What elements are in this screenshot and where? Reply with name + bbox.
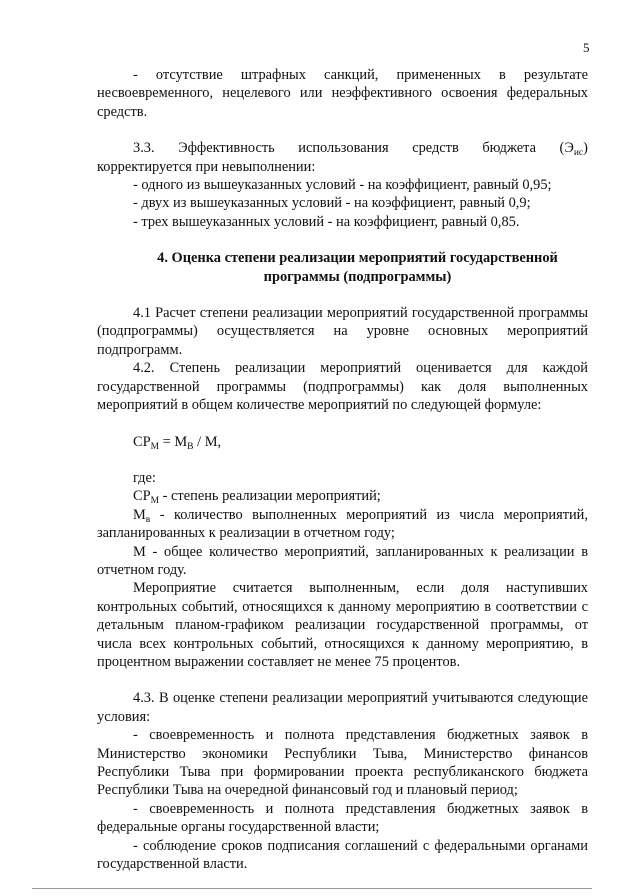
section-4-heading-line2: программы (подпрограммы): [263, 268, 452, 285]
page-number: 5: [583, 40, 590, 55]
section-3-3-line2: корректируется при невыполнении:: [97, 158, 316, 175]
document-body: [97, 66, 588, 873]
section-3-3-item-1: - одного из вышеуказанных условий - на коэффициент, равный 0,95;: [133, 177, 552, 194]
paragraph-event-completed: Мероприятие считается выполненным, если доля наступивших контрольных событий, относящихся к данному мероприятию в соответствии с детальным планом-графиком реализации государственной программы, от числа всех контрольных событий, относящихся к данному мероприятию, в процентном выражении составляет не менее 75 процентов.: [97, 580, 588, 670]
paragraph-4-1: 4.1 Расчет степени реализации мероприятий государственной программы (подпрограммы) осуществляется на уровне основных мероприятий подпрограмм.: [97, 305, 588, 358]
page-bottom-edge: [32, 888, 592, 889]
definition-mv: $М_в$ - количество выполненных мероприятий из числа мероприятий, запланированных к реализации в отчетном году;: [97, 506, 588, 542]
paragraph-4-3: 4.3. В оценке степени реализации мероприятий учитываются следующие условия:: [97, 690, 588, 725]
where-label: где:: [133, 469, 156, 486]
formula: $СР_М = М_В / М$,: [133, 433, 222, 452]
section-3-3-item-3: - трех вышеуказанных условий - на коэффициент, равный 0,85.: [133, 213, 520, 230]
definition-m: М - общее количество мероприятий, запланированных к реализации в отчетном году.: [97, 543, 588, 578]
section-3-3-line1: 3.3. Эффективность использования средств бюджета $(Э_{ис})$: [133, 140, 588, 159]
section-3-3-item-2: - двух из вышеуказанных условий - на коэффициент, равный 0,9;: [133, 195, 531, 212]
intro-bullet: - отсутствие штрафных санкций, примененных в результате несвоевременного, нецелевого или неэффективного освоения федеральных средств.: [97, 67, 588, 120]
paragraph-4-2: 4.2. Степень реализации мероприятий оценивается для каждой государственной программы (подпрограммы) как доля выполненных мероприятий в общем количестве мероприятий по следующей формуле:: [97, 360, 588, 414]
condition-1: - своевременность и полнота представления бюджетных заявок в Министерство экономики Республики Тыва, Министерство финансов Республики Тыва при формировании проекта республиканского бюджета Республики Тыва на очередной финансовый год и плановый период;: [97, 727, 588, 799]
condition-3: - соблюдение сроков подписания соглашений с федеральными органами государственной власти.: [97, 837, 588, 873]
section-4-heading-line1: 4. Оценка степени реализации мероприятий государственной: [157, 250, 558, 267]
condition-2: - своевременность и полнота представления бюджетных заявок в федеральные органы государственной власти;: [97, 800, 588, 836]
definition-srm: $СР_М$ - степень реализации мероприятий;: [133, 488, 381, 507]
